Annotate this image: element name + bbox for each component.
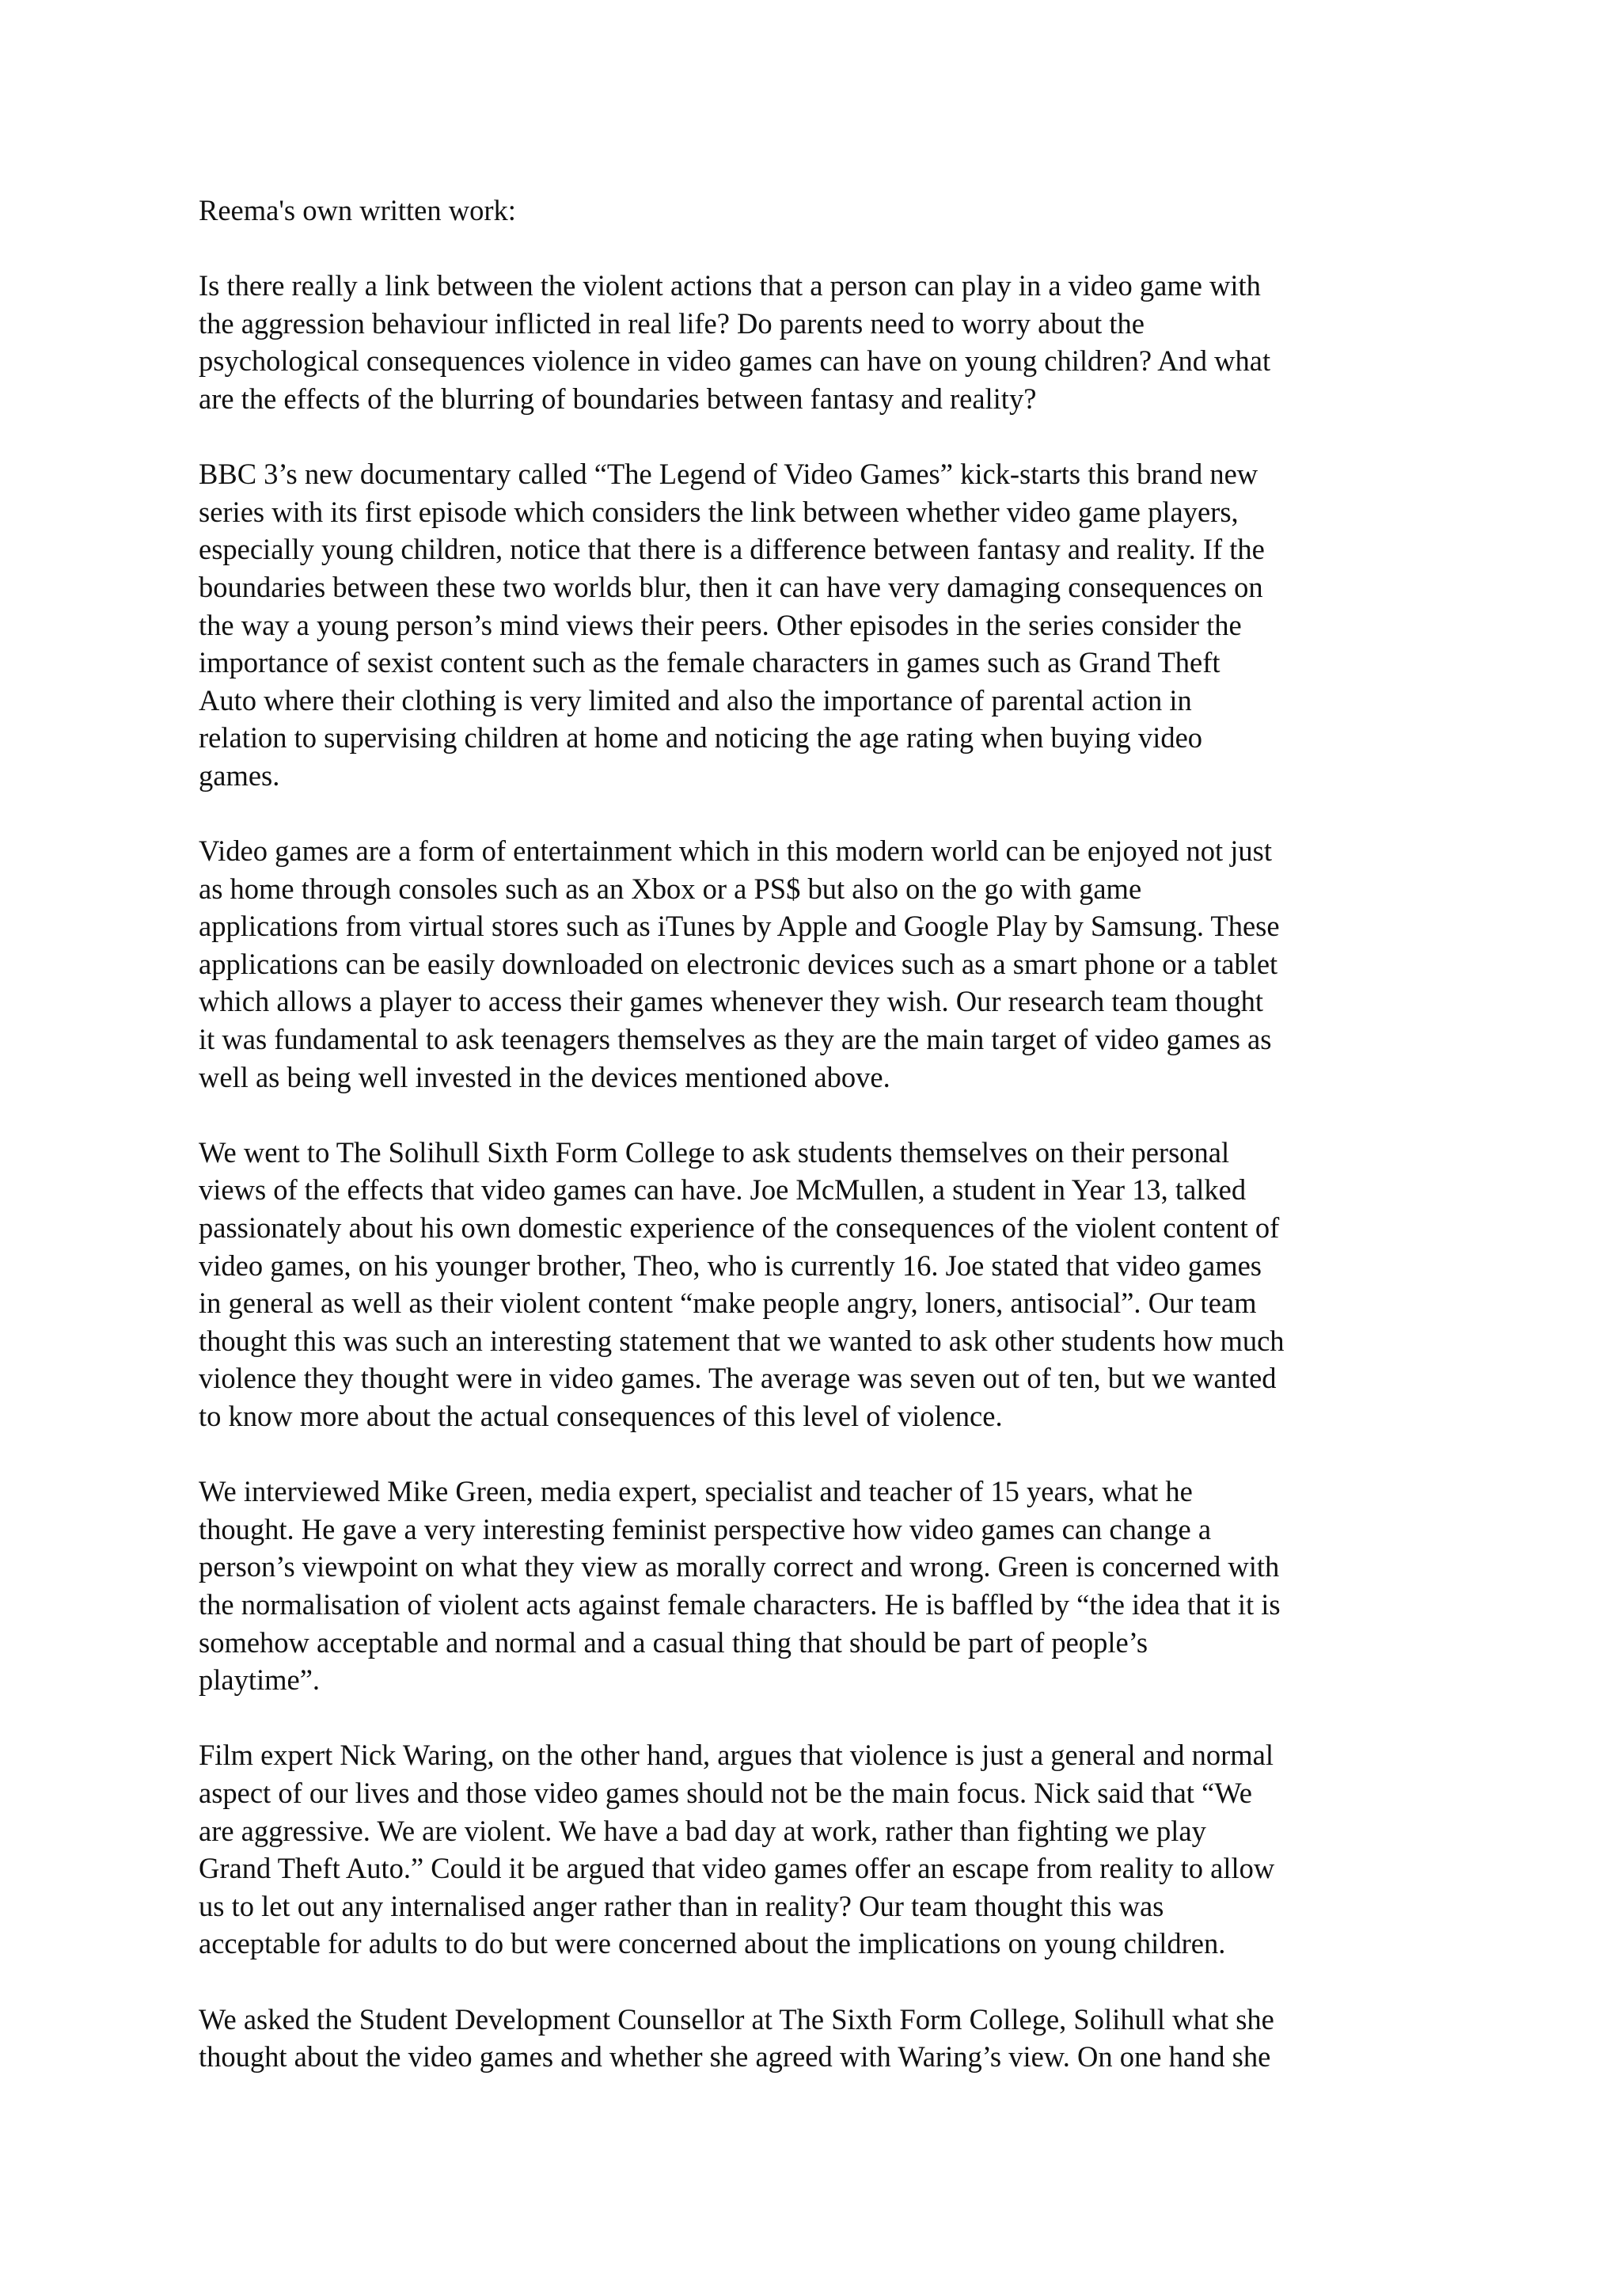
- paragraph-line: as home through consoles such as an Xbox or a PS$ but also on the go with game: [199, 872, 1142, 905]
- paragraph-line: the way a young person’s mind views their peers. Other episodes in the series consider the: [199, 608, 1242, 641]
- paragraph-line: are the effects of the blurring of boundaries between fantasy and reality?: [199, 382, 1037, 415]
- paragraph-line: games.: [199, 758, 280, 792]
- paragraph-line: violence they thought were in video games. The average was seven out of ten, but we wanted: [199, 1362, 1277, 1395]
- paragraph-line: relation to supervising children at home and noticing the age rating when buying video: [199, 721, 1203, 755]
- paragraph-intro-questions: [199, 267, 1433, 417]
- paragraph-line: We interviewed Mike Green, media expert, specialist and teacher of 15 years, what he: [199, 1475, 1193, 1508]
- paragraph-line: the normalisation of violent acts against female characters. He is baffled by “the idea that it is: [199, 1587, 1281, 1621]
- paragraph-line: We asked the Student Development Counsellor at The Sixth Form College, Solihull what she: [199, 2002, 1274, 2036]
- paragraph-mike-green: [199, 1473, 1433, 1699]
- paragraph-line: psychological consequences violence in video games can have on young children? And what: [199, 344, 1271, 378]
- paragraph-line: applications can be easily downloaded on electronic devices such as a smart phone or a tablet: [199, 947, 1278, 980]
- paragraph-counsellor: [199, 2001, 1433, 2076]
- paragraph-line: thought. He gave a very interesting feminist perspective how video games can change a: [199, 1512, 1212, 1545]
- paragraph-entertainment: [199, 832, 1433, 1096]
- paragraph-line: aspect of our lives and those video games should not be the main focus. Nick said that “We: [199, 1776, 1253, 1809]
- paragraph-line: the aggression behaviour inflicted in real life? Do parents need to worry about the: [199, 306, 1145, 340]
- paragraph-line: applications from virtual stores such as iTunes by Apple and Google Play by Samsung. These: [199, 910, 1280, 943]
- paragraph-line: Is there really a link between the violent actions that a person can play in a video game with: [199, 269, 1261, 302]
- paragraph-line: somehow acceptable and normal and a casual thing that should be part of people’s: [199, 1625, 1148, 1659]
- paragraph-line: it was fundamental to ask teenagers themselves as they are the main target of video games as: [199, 1023, 1272, 1056]
- paragraph-line: acceptable for adults to do but were concerned about the implications on young children.: [199, 1927, 1226, 1960]
- paragraph-line: series with its first episode which considers the link between whether video game players,: [199, 495, 1239, 528]
- paragraph-line: BBC 3’s new documentary called “The Legend of Video Games” kick-starts this brand new: [199, 458, 1258, 491]
- paragraph-line: thought this was such an interesting statement that we wanted to ask other students how much: [199, 1324, 1285, 1357]
- paragraph-line: views of the effects that video games can have. Joe McMullen, a student in Year 13, talked: [199, 1173, 1247, 1207]
- paragraph-line: Auto where their clothing is very limited and also the importance of parental action in: [199, 683, 1192, 717]
- paragraph-line: passionately about his own domestic experience of the consequences of the violent content of: [199, 1211, 1280, 1245]
- paragraph-college-visit: [199, 1134, 1433, 1435]
- document-body: [199, 192, 1433, 2076]
- paragraph-line: especially young children, notice that there is a difference between fantasy and reality. If the: [199, 533, 1265, 566]
- paragraph-line: Film expert Nick Waring, on the other hand, argues that violence is just a general and normal: [199, 1739, 1274, 1772]
- paragraph-nick-waring: [199, 1736, 1433, 1963]
- paragraph-documentary: [199, 455, 1433, 794]
- paragraph-line: boundaries between these two worlds blur, then it can have very damaging consequences on: [199, 570, 1263, 603]
- paragraph-line: importance of sexist content such as the female characters in games such as Grand Theft: [199, 646, 1220, 679]
- paragraph-line: are aggressive. We are violent. We have a bad day at work, rather than fighting we play: [199, 1814, 1206, 1847]
- paragraph-line: person’s viewpoint on what they view as morally correct and wrong. Green is concerned with: [199, 1550, 1280, 1583]
- paragraph-line: Video games are a form of entertainment which in this modern world can be enjoyed not just: [199, 834, 1273, 868]
- paragraph-line: well as being well invested in the devices mentioned above.: [199, 1060, 890, 1093]
- paragraph-line: We went to The Solihull Sixth Form College to ask students themselves on their personal: [199, 1135, 1230, 1169]
- paragraph-line: video games, on his younger brother, Theo, who is currently 16. Joe stated that video games: [199, 1249, 1262, 1282]
- paragraph-line: playtime”.: [199, 1663, 321, 1697]
- paragraph-line: us to let out any internalised anger rather than in reality? Our team thought this was: [199, 1889, 1164, 1922]
- paragraph-line: to know more about the actual consequences of this level of violence.: [199, 1400, 1003, 1432]
- paragraph-line: which allows a player to access their games whenever they wish. Our research team thought: [199, 985, 1263, 1018]
- paragraph-line: in general as well as their violent content “make people angry, loners, antisocial”. Our team: [199, 1287, 1257, 1320]
- paragraph-line: thought about the video games and whether she agreed with Waring’s view. On one hand she: [199, 2040, 1271, 2074]
- document-heading: Reema's own written work:: [199, 194, 516, 226]
- paragraph-line: Grand Theft Auto.” Could it be argued that video games offer an escape from reality to allow: [199, 1852, 1275, 1885]
